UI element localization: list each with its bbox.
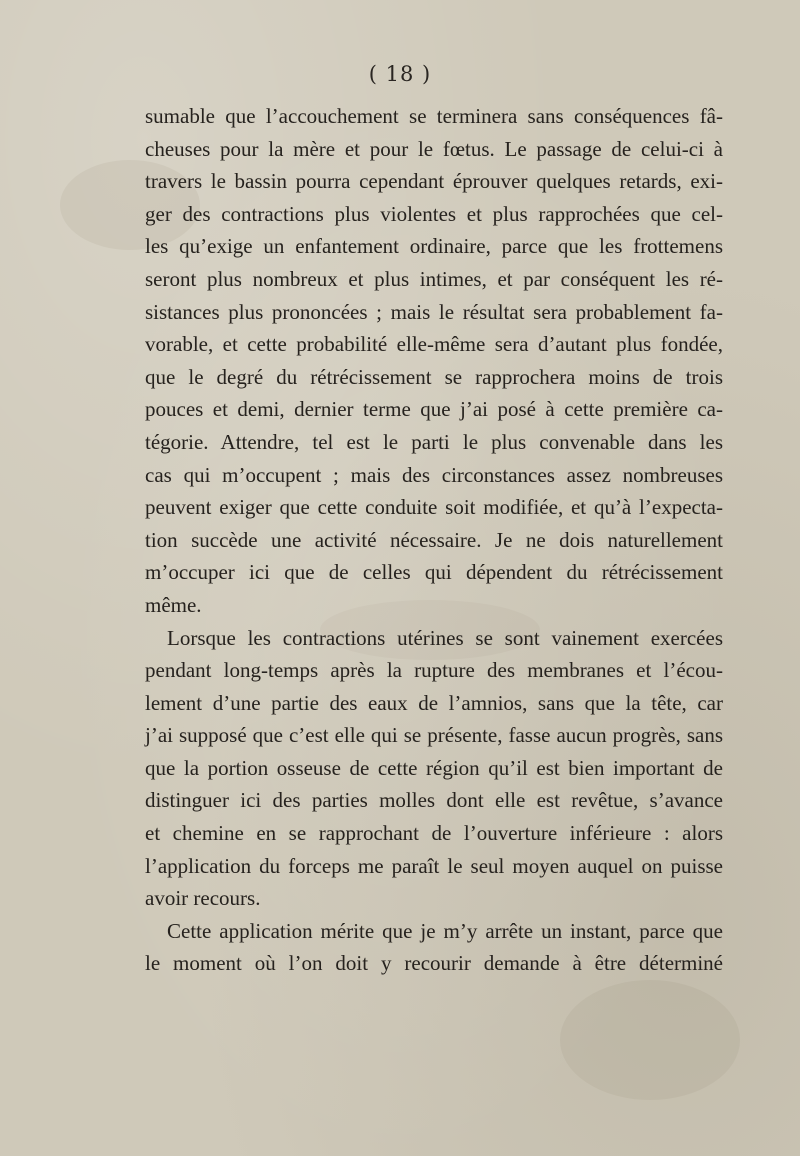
text-line: tion succède une activité nécessaire. Je ne dois naturellement — [145, 527, 723, 552]
text-line: l’application du forceps me paraît le seul moyen auquel on puisse — [145, 853, 723, 878]
body-text — [145, 100, 723, 980]
text-line: j’ai supposé que c’est elle qui se présente, fasse aucun progrès, sans — [145, 723, 723, 748]
text-line: que le degré du rétrécissement se rapprochera moins de trois — [145, 364, 723, 389]
text-line: cas qui m’occupent ; mais des circonstances assez nombreuses — [145, 462, 723, 487]
text-line: que la portion osseuse de cette région qu’il est bien important de — [145, 755, 723, 780]
text-line: distinguer ici des parties molles dont elle est revêtue, s’avance — [145, 788, 723, 813]
text-line: pendant long-temps après la rupture des membranes et l’écou- — [145, 658, 723, 683]
text-line: ger des contractions plus violentes et plus rapprochées que cel- — [145, 201, 723, 226]
text-line: avoir recours. — [145, 886, 261, 911]
text-line: les qu’exige un enfantement ordinaire, parce que les frottemens — [145, 234, 723, 259]
text-line: Lorsque les contractions utérines se sont vainement exercées — [167, 625, 723, 650]
text-line: cheuses pour la mère et pour le fœtus. Le passage de celui-ci à — [145, 136, 723, 161]
text-line: travers le bassin pourra cependant éprouver quelques retards, exi- — [145, 169, 723, 194]
paper-stain — [560, 980, 740, 1100]
text-line: peuvent exiger que cette conduite soit modifiée, et qu’à l’expecta- — [145, 495, 723, 520]
text-line: sistances plus prononcées ; mais le résultat sera probablement fa- — [145, 299, 723, 324]
page-number: ( 18 ) — [368, 62, 432, 86]
text-line: pouces et demi, dernier terme que j’ai posé à cette première ca- — [145, 397, 723, 422]
text-line: et chemine en se rapprochant de l’ouverture inférieure : alors — [145, 821, 723, 846]
text-line: même. — [145, 592, 202, 617]
text-line: sumable que l’accouchement se terminera sans conséquences fâ- — [145, 104, 723, 128]
text-line: le moment où l’on doit y recourir demande à être déterminé — [145, 951, 723, 976]
text-line: tégorie. Attendre, tel est le parti le plus convenable dans les — [145, 429, 723, 454]
text-line: seront plus nombreux et plus intimes, et par conséquent les ré- — [145, 266, 723, 291]
text-line: vorable, et cette probabilité elle-même sera d’autant plus fondée, — [145, 332, 723, 357]
text-line: Cette application mérite que je m’y arrête un instant, parce que — [167, 918, 723, 943]
text-line: m’occuper ici que de celles qui dépendent du rétrécissement — [145, 560, 723, 585]
text-line: lement d’une partie des eaux de l’amnios, sans que la tête, car — [145, 690, 723, 715]
